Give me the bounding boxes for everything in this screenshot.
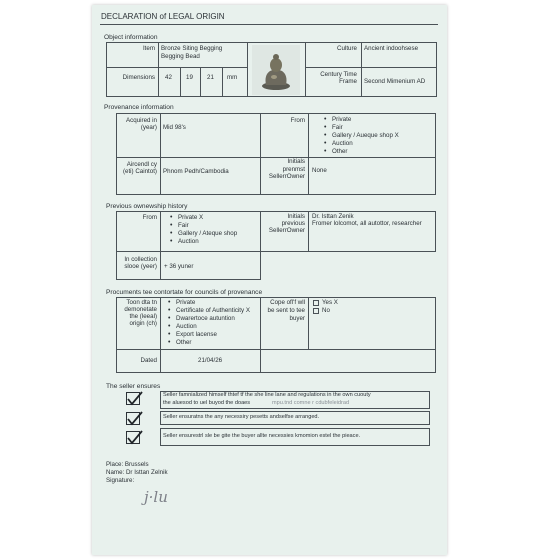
doc-option-private: • Private	[176, 299, 195, 306]
culture-label: Culture	[337, 45, 357, 52]
initials-label-2: prenmst	[282, 166, 305, 173]
from-option-gallery: • Gallery / Aueque shop X	[332, 132, 399, 139]
previous-from-label: From	[142, 214, 157, 221]
copy-no-checkbox[interactable]	[313, 308, 319, 314]
from-option-private: • Private	[332, 116, 351, 123]
item-value-2: Begging Bead	[161, 53, 200, 60]
acquired-label-2: (year)	[140, 124, 157, 131]
dated-value: 21/04/26	[198, 357, 223, 364]
copy-label-2: be sent to tee	[267, 307, 305, 314]
acquired-city-value: Phnom Pedh/Cambodia	[163, 168, 229, 175]
doc-option-certificate: • Certificate of Authenticity X	[176, 307, 250, 314]
initials-label-3: SellerrOwner	[268, 173, 305, 180]
documents-label-2: demonetate	[124, 306, 157, 313]
copy-yes-checkbox[interactable]	[313, 300, 319, 306]
declaration-sheet	[92, 5, 447, 555]
acquired-city-label-2: (eti) Caintot)	[122, 168, 157, 175]
century-label-2: Frame	[339, 78, 357, 85]
dimension-unit: mm	[227, 74, 238, 81]
item-label: Item	[142, 45, 155, 52]
ensure-1-checkbox[interactable]	[126, 392, 140, 405]
object-photo	[252, 45, 300, 95]
ensure-2-text: Seller ensuratns the any necessiry pesetts andselfse arranged.	[163, 414, 320, 420]
dated-label: Dated	[140, 357, 157, 364]
previous-initials-label-2: previous	[281, 220, 305, 227]
acquired-value: Mid 98's	[163, 124, 186, 131]
acquired-label: Acquired in	[126, 117, 157, 124]
copy-no-label: No	[322, 307, 330, 314]
culture-value: Ancient indoohsese	[364, 45, 419, 52]
documents-section-heading: Procuments tee contortate for councils of provenance	[106, 289, 263, 296]
acquired-city-label: Aircendl cy	[126, 161, 157, 168]
object-section-heading: Object information	[104, 34, 158, 41]
previous-owner-name: Dr. Isttan Zenik	[312, 213, 354, 220]
initials-label: Initials	[287, 158, 305, 165]
place-text: Place: Brussels	[106, 461, 149, 468]
dimensions-label: Dimensions	[122, 74, 155, 81]
documents-label-4: origin (ch)	[129, 320, 157, 327]
dimension-1: 42	[165, 74, 172, 81]
previous-initials-label: Initials	[287, 213, 305, 220]
doc-option-other: • Other	[176, 339, 191, 346]
copy-yes-label: Yes X	[322, 299, 338, 306]
documents-label-3: the (leeal)	[129, 313, 157, 320]
previous-initials-label-3: SellerrOwner	[268, 227, 305, 234]
previous-section-heading: Previous ownewship history	[106, 203, 188, 210]
doc-option-export: • Export lacense	[176, 331, 217, 338]
ensure-1-text: Seller famnialized himself thtef tf the she line lane and regulations in the own cuouty	[163, 392, 371, 398]
document-title: DECLARATION of LEGAL ORIGIN	[101, 12, 225, 21]
signature-label: Signature:	[106, 477, 135, 484]
collection-label-2: slooe (yeer)	[124, 263, 157, 270]
from-option-other: • Other	[332, 148, 347, 155]
ensure-1-text-2: the aluesod to uel buyod the doaes	[163, 400, 251, 406]
documents-label: Toon dta tn	[126, 299, 157, 306]
century-value: Second Mimenium AD	[364, 78, 426, 85]
provenance-section-heading: Provenance information	[104, 104, 174, 111]
copy-label: Cope ofl'f wll	[270, 299, 305, 306]
item-value: Bronze Siting Begging	[161, 45, 223, 52]
ensure-3-text: Seller ensurestrl sle be gite the buyer allte necessies kmomion estel the pieace.	[163, 433, 361, 439]
previous-option-fair: • Fair	[178, 222, 189, 229]
copy-label-3: buyer	[289, 315, 305, 322]
initials-value: None	[312, 167, 327, 174]
previous-option-gallery: • Gallery / Ateque shop	[178, 230, 237, 237]
doc-option-declaration: • Dwarertoce autuntion	[176, 315, 235, 322]
ensure-2-checkbox[interactable]	[126, 412, 140, 425]
ensure-1-text-3: mpu.tnd comne r cdubfeleidrad	[272, 400, 350, 406]
previous-option-auction: • Auction	[178, 238, 199, 245]
previous-owner-description: Fromer lolcomot, all autottor, researcher	[312, 220, 422, 227]
previous-option-private: • Private X	[178, 214, 203, 221]
signature-mark: j·lu	[144, 488, 168, 506]
dimension-2: 19	[186, 74, 193, 81]
collection-label: In collection	[124, 256, 157, 263]
name-text: Name: Dr Isttan Zelnik	[106, 469, 168, 476]
title-rule	[100, 24, 438, 25]
century-label: Century Time	[320, 71, 357, 78]
dimension-3: 21	[207, 74, 214, 81]
collection-value: + 36 yuner	[164, 263, 194, 270]
doc-option-auction: • Auction	[176, 323, 197, 330]
ensures-section-heading: The seller ensures	[106, 383, 161, 390]
from-option-auction: • Auction	[332, 140, 353, 147]
from-label: From	[290, 117, 305, 124]
from-option-fair: • Fair	[332, 124, 343, 131]
